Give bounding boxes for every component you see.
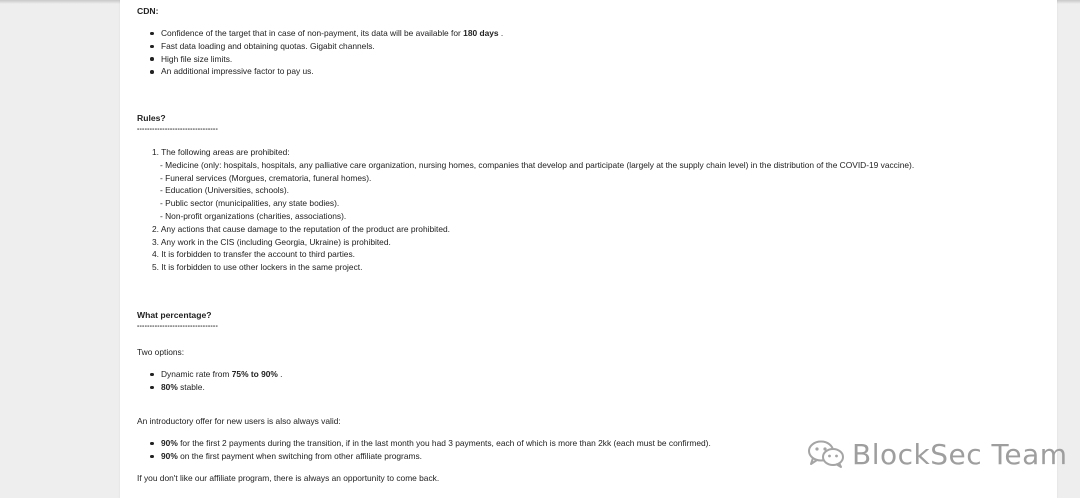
rule-subitem: - Public sector (municipalities, any state bodies).	[160, 198, 340, 209]
list-item: An additional impressive factor to pay us.	[150, 65, 1030, 78]
watermark-text: BlockSec Team	[852, 437, 1068, 471]
rules-list	[137, 146, 1037, 274]
offer-intro: An introductory offer for new users is also always valid:	[137, 416, 341, 426]
rule-item: 4. It is forbidden to transfer the account to third parties.	[152, 249, 355, 260]
content-panel	[120, 0, 1057, 498]
rule-subitem: - Non-profit organizations (charities, associations).	[160, 210, 347, 221]
options-intro: Two options:	[137, 347, 185, 357]
percentage-heading: What percentage?	[137, 310, 212, 320]
percentage-separator: --------------------------------	[137, 323, 218, 330]
list-item: High file size limits.	[150, 53, 1030, 66]
list-item: 90% for the first 2 payments during the transition, if in the last month you had 3 payments, each of which is more than 2kk (each must be confirmed).	[150, 437, 1030, 450]
list-item: 90% on the first payment when switching from other affiliate programs.	[150, 450, 1030, 463]
rule-item: 3. Any work in the CIS (including Georgia, Ukraine) is prohibited.	[152, 236, 391, 247]
rule-subitem: - Medicine (only: hospitals, hospitals, any palliative care organization, nursing homes, companies that develop and participate (largely at the supply chain level) in the distribution of the COVID-19 vaccine).	[160, 159, 915, 170]
list-item: 80% stable.	[150, 381, 1030, 394]
list-item: Fast data loading and obtaining quotas. Gigabit channels.	[150, 40, 1030, 53]
rule-item: 5. It is forbidden to use other lockers in the same project.	[152, 262, 363, 273]
cdn-list	[137, 27, 1030, 78]
wechat-icon	[806, 439, 846, 469]
rule-item: 1. The following areas are prohibited:	[152, 147, 290, 157]
rule-subitem: - Funeral services (Morgues, crematoria, funeral homes).	[160, 172, 372, 183]
rule-item: 2. Any actions that cause damage to the reputation of the product are prohibited.	[152, 223, 450, 234]
list-item: Dynamic rate from 75% to 90% .	[150, 368, 1030, 381]
closing-text: If you don't like our affiliate program, there is always an opportunity to come back.	[137, 473, 440, 483]
watermark	[806, 437, 1068, 471]
rules-separator: --------------------------------	[137, 126, 218, 133]
rules-heading: Rules?	[137, 113, 166, 123]
options-list	[137, 368, 1030, 394]
cdn-heading: CDN:	[137, 6, 159, 16]
list-item: Confidence of the target that in case of non-payment, its data will be available for 180 days .	[150, 27, 1030, 40]
rule-subitem: - Education (Universities, schools).	[160, 185, 289, 196]
